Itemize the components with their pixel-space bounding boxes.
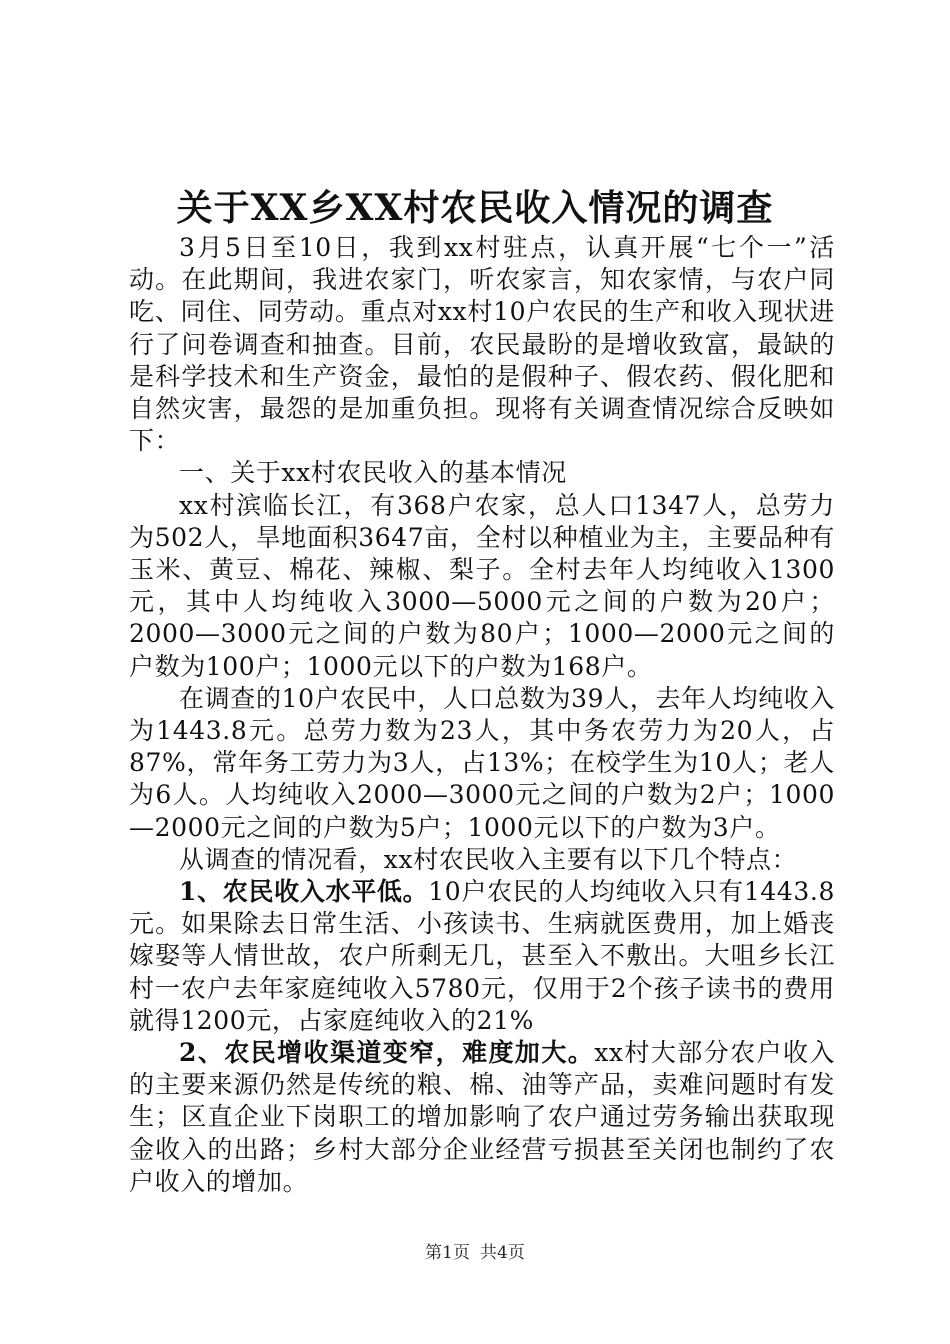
page-number-current: 第1页	[425, 1243, 470, 1263]
paragraph-village-overview: xx村滨临长江，有368户农家，总人口1347人，总劳力为502人，旱地面积3647亩，全村以种植业为主，主要品种有玉米、黄豆、棉花、辣椒、梨子。全村去年人均纯收入1300元，其中人均纯收入3000—5000元之间的户数为20户；2000—3000元之间的户数为80户；1000—2000元之间的户数为100户；1000元以下的户数为168户。	[129, 490, 835, 681]
section-heading-basic-situation: 一、关于xx村农民收入的基本情况	[179, 458, 567, 488]
paragraph-survey-households: 在调查的10户农民中，人口总数为39人，去年人均纯收入为1443.8元。总劳力数为23人，其中务农劳力为20人，占87%，常年务工劳力为3人，占13%；在校学生为10人；老人为6人。人均纯收入2000—3000元之间的户数为2户；1000—2000元之间的户数为5户；1000元以下的户数为3户。	[129, 683, 835, 842]
point-low-income-lead: 1、农民收入水平低。	[179, 877, 429, 907]
document-body	[129, 232, 835, 1198]
paragraph-point-narrow-channels	[129, 1037, 835, 1198]
document-title: 关于XX乡XX村农民收入情况的调查	[176, 187, 774, 229]
point-low-income-text: 10户农民的人均纯收入只有1443.8元。如果除去日常生活、小孩读书、生病就医费用，加上婚丧嫁娶等人情世故，农户所剩无几，甚至入不敷出。大咀乡长江村一农户去年家庭纯收入5780元，仅用于2个孩子读书的费用就得1200元，占家庭纯收入的21%	[129, 877, 835, 1035]
paragraph-characteristics-intro: 从调查的情况看，xx村农民收入主要有以下几个特点：	[179, 844, 798, 874]
point-narrow-channels-text: xx村大部分农户收入的主要来源仍然是传统的粮、棉、油等产品，卖难问题时有发生；区直企业下岗职工的增加影响了农户通过劳务输出获取现金收入的出路；乡村大部分企业经营亏损甚至关闭也制约了农户收入的增加。	[129, 1038, 836, 1196]
page-footer	[0, 1242, 950, 1264]
paragraph-point-low-income	[129, 876, 835, 1037]
paragraph-intro: 3月5日至10日，我到xx村驻点，认真开展“七个一”活动。在此期间，我进农家门，听农家言，知农家情，与农户同吃、同住、同劳动。重点对xx村10户农民的生产和收入现状进行了问卷调查和抽查。目前，农民最盼的是增收致富，最缺的是科学技术和生产资金，最怕的是假种子、假农药、假化肥和自然灾害，最怨的是加重负担。现将有关调查情况综合反映如下：	[129, 233, 835, 456]
page-number-total: 共4页	[480, 1243, 525, 1263]
point-narrow-channels-lead: 2、农民增收渠道变窄，难度加大。	[179, 1038, 595, 1068]
